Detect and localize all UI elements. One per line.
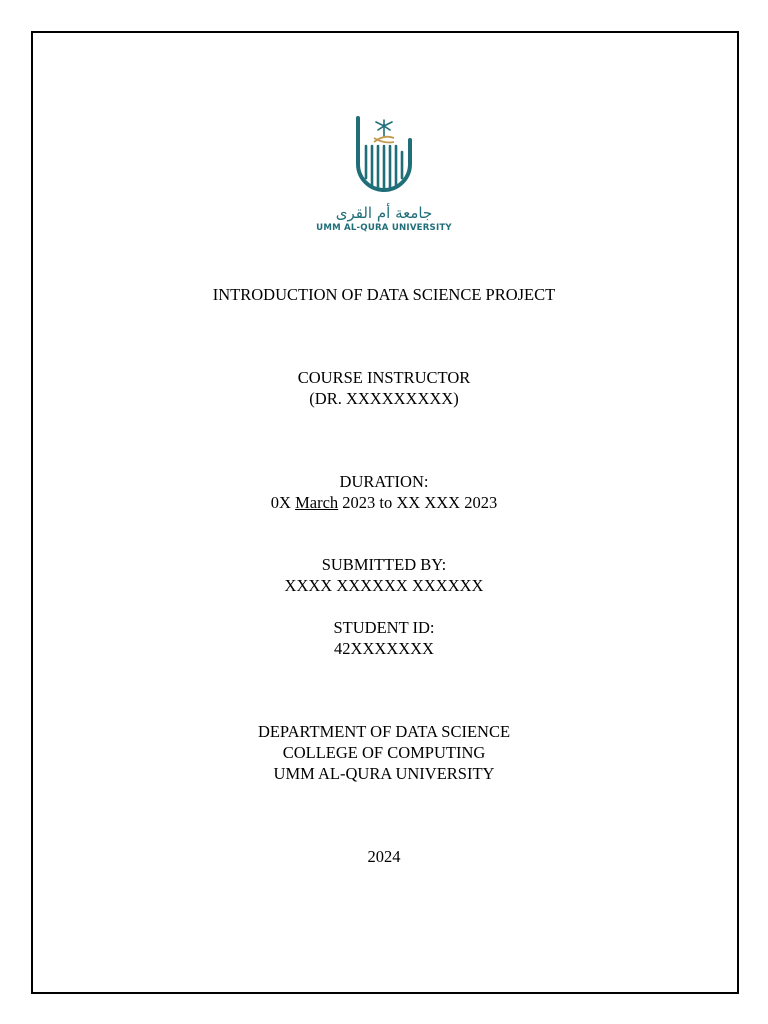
student-id-label: STUDENT ID: [333, 618, 435, 637]
duration-suffix: 2023 to XX XXX 2023 [342, 493, 498, 512]
instructor-label: COURSE INSTRUCTOR [297, 368, 471, 387]
college-name: COLLEGE OF COMPUTING [282, 743, 486, 762]
university-name: UMM AL-QURA UNIVERSITY [273, 764, 495, 783]
duration-value [0, 492, 768, 513]
instructor-name: (DR. XXXXXXXXX) [309, 389, 459, 408]
year: 2024 [367, 847, 401, 866]
logo-english-name: UMM AL-QURA UNIVERSITY [316, 223, 452, 233]
university-logo [314, 112, 454, 238]
student-id-value: 42XXXXXXX [334, 639, 434, 658]
duration-month: March [295, 493, 339, 512]
logo-arabic-name: جامعة أم القرى [335, 204, 433, 222]
submitted-by-name: XXXX XXXXXX XXXXXX [284, 576, 484, 595]
submitted-by-label: SUBMITTED BY: [321, 555, 447, 574]
university-emblem-icon [314, 112, 454, 204]
department-name: DEPARTMENT OF DATA SCIENCE [257, 722, 511, 741]
duration-label: DURATION: [339, 472, 429, 491]
duration-prefix: 0X [270, 493, 291, 512]
project-title: INTRODUCTION OF DATA SCIENCE PROJECT [212, 285, 556, 304]
